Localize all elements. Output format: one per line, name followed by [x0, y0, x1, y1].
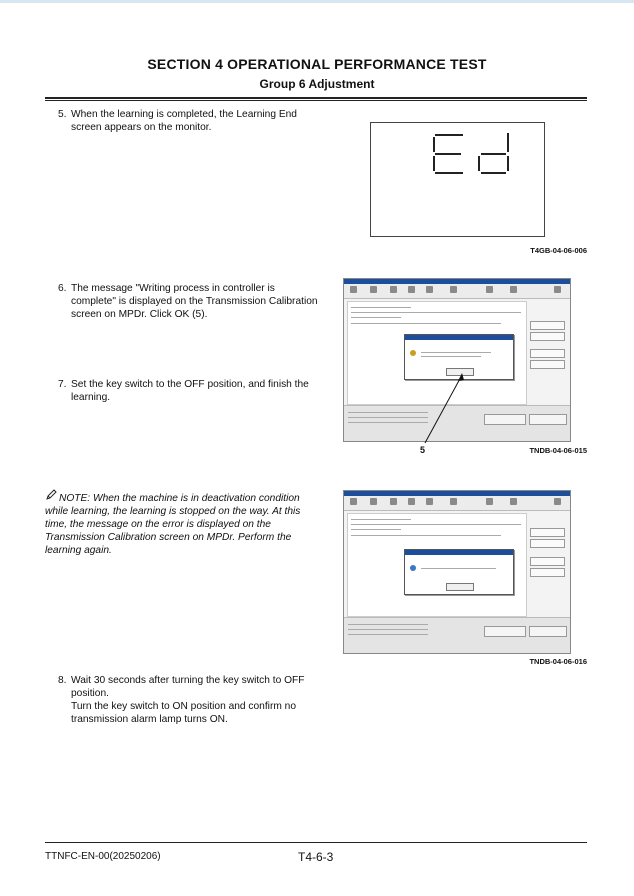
step-number: 7.	[58, 379, 67, 390]
step-text: When the learning is completed, the Learning End screen appears on the monitor.	[71, 109, 297, 133]
step-8	[58, 674, 318, 726]
step-text: Set the key switch to the OFF position, and finish the learning.	[71, 379, 309, 403]
top-band	[0, 0, 634, 3]
step-7	[58, 378, 318, 404]
note-text: When the machine is in deactivation condition while learning, the learning is stopped on the way. At this time, the message on the error is displayed on the Transmission Calibration screen on MPDr. Perform the learning again.	[45, 493, 301, 556]
pencil-icon	[45, 489, 59, 505]
step-text: Wait 30 seconds after turning the key switch to OFF position.	[71, 675, 305, 699]
step-5	[58, 108, 318, 134]
step-number: 8.	[58, 675, 67, 686]
learning-end-monitor	[370, 122, 545, 237]
header-rule	[45, 97, 587, 101]
figure-caption: T4GB-04-06-006	[530, 246, 587, 255]
step-6	[58, 282, 318, 321]
toolbar	[344, 496, 570, 511]
toolbar	[344, 284, 570, 299]
side-buttons	[528, 513, 566, 615]
callout-arrow-icon	[410, 370, 470, 450]
step-number: 5.	[58, 109, 67, 120]
info-icon	[410, 565, 416, 571]
note	[45, 489, 305, 557]
side-buttons	[528, 301, 566, 403]
ok-button[interactable]	[446, 583, 474, 591]
figure-caption: TNDB-04-06-016	[529, 657, 587, 666]
note-label: NOTE:	[59, 493, 91, 504]
step-number: 6.	[58, 283, 67, 294]
step-text: The message "Writing process in controller is complete" is displayed on the Transmission Calibration screen on MPDr. Click OK (5).	[71, 283, 318, 320]
page-number: T4-6-3	[298, 850, 334, 864]
mpdr-screenshot-2	[343, 490, 571, 654]
warning-icon	[410, 350, 416, 356]
callout-label: 5	[420, 445, 426, 455]
footer-rule	[45, 842, 587, 843]
figure-caption: TNDB-04-06-015	[529, 446, 587, 455]
step-text-2: Turn the key switch to ON position and confirm no transmission alarm lamp turns ON.	[71, 701, 296, 725]
group-title: Group 6 Adjustment	[259, 77, 375, 91]
status-area	[344, 617, 570, 654]
seven-segment-ed-icon	[371, 123, 544, 236]
doc-code: TTNFC-EN-00(20250206)	[45, 851, 161, 862]
information-dialog	[404, 549, 514, 595]
section-title: SECTION 4 OPERATIONAL PERFORMANCE TEST	[147, 56, 487, 72]
